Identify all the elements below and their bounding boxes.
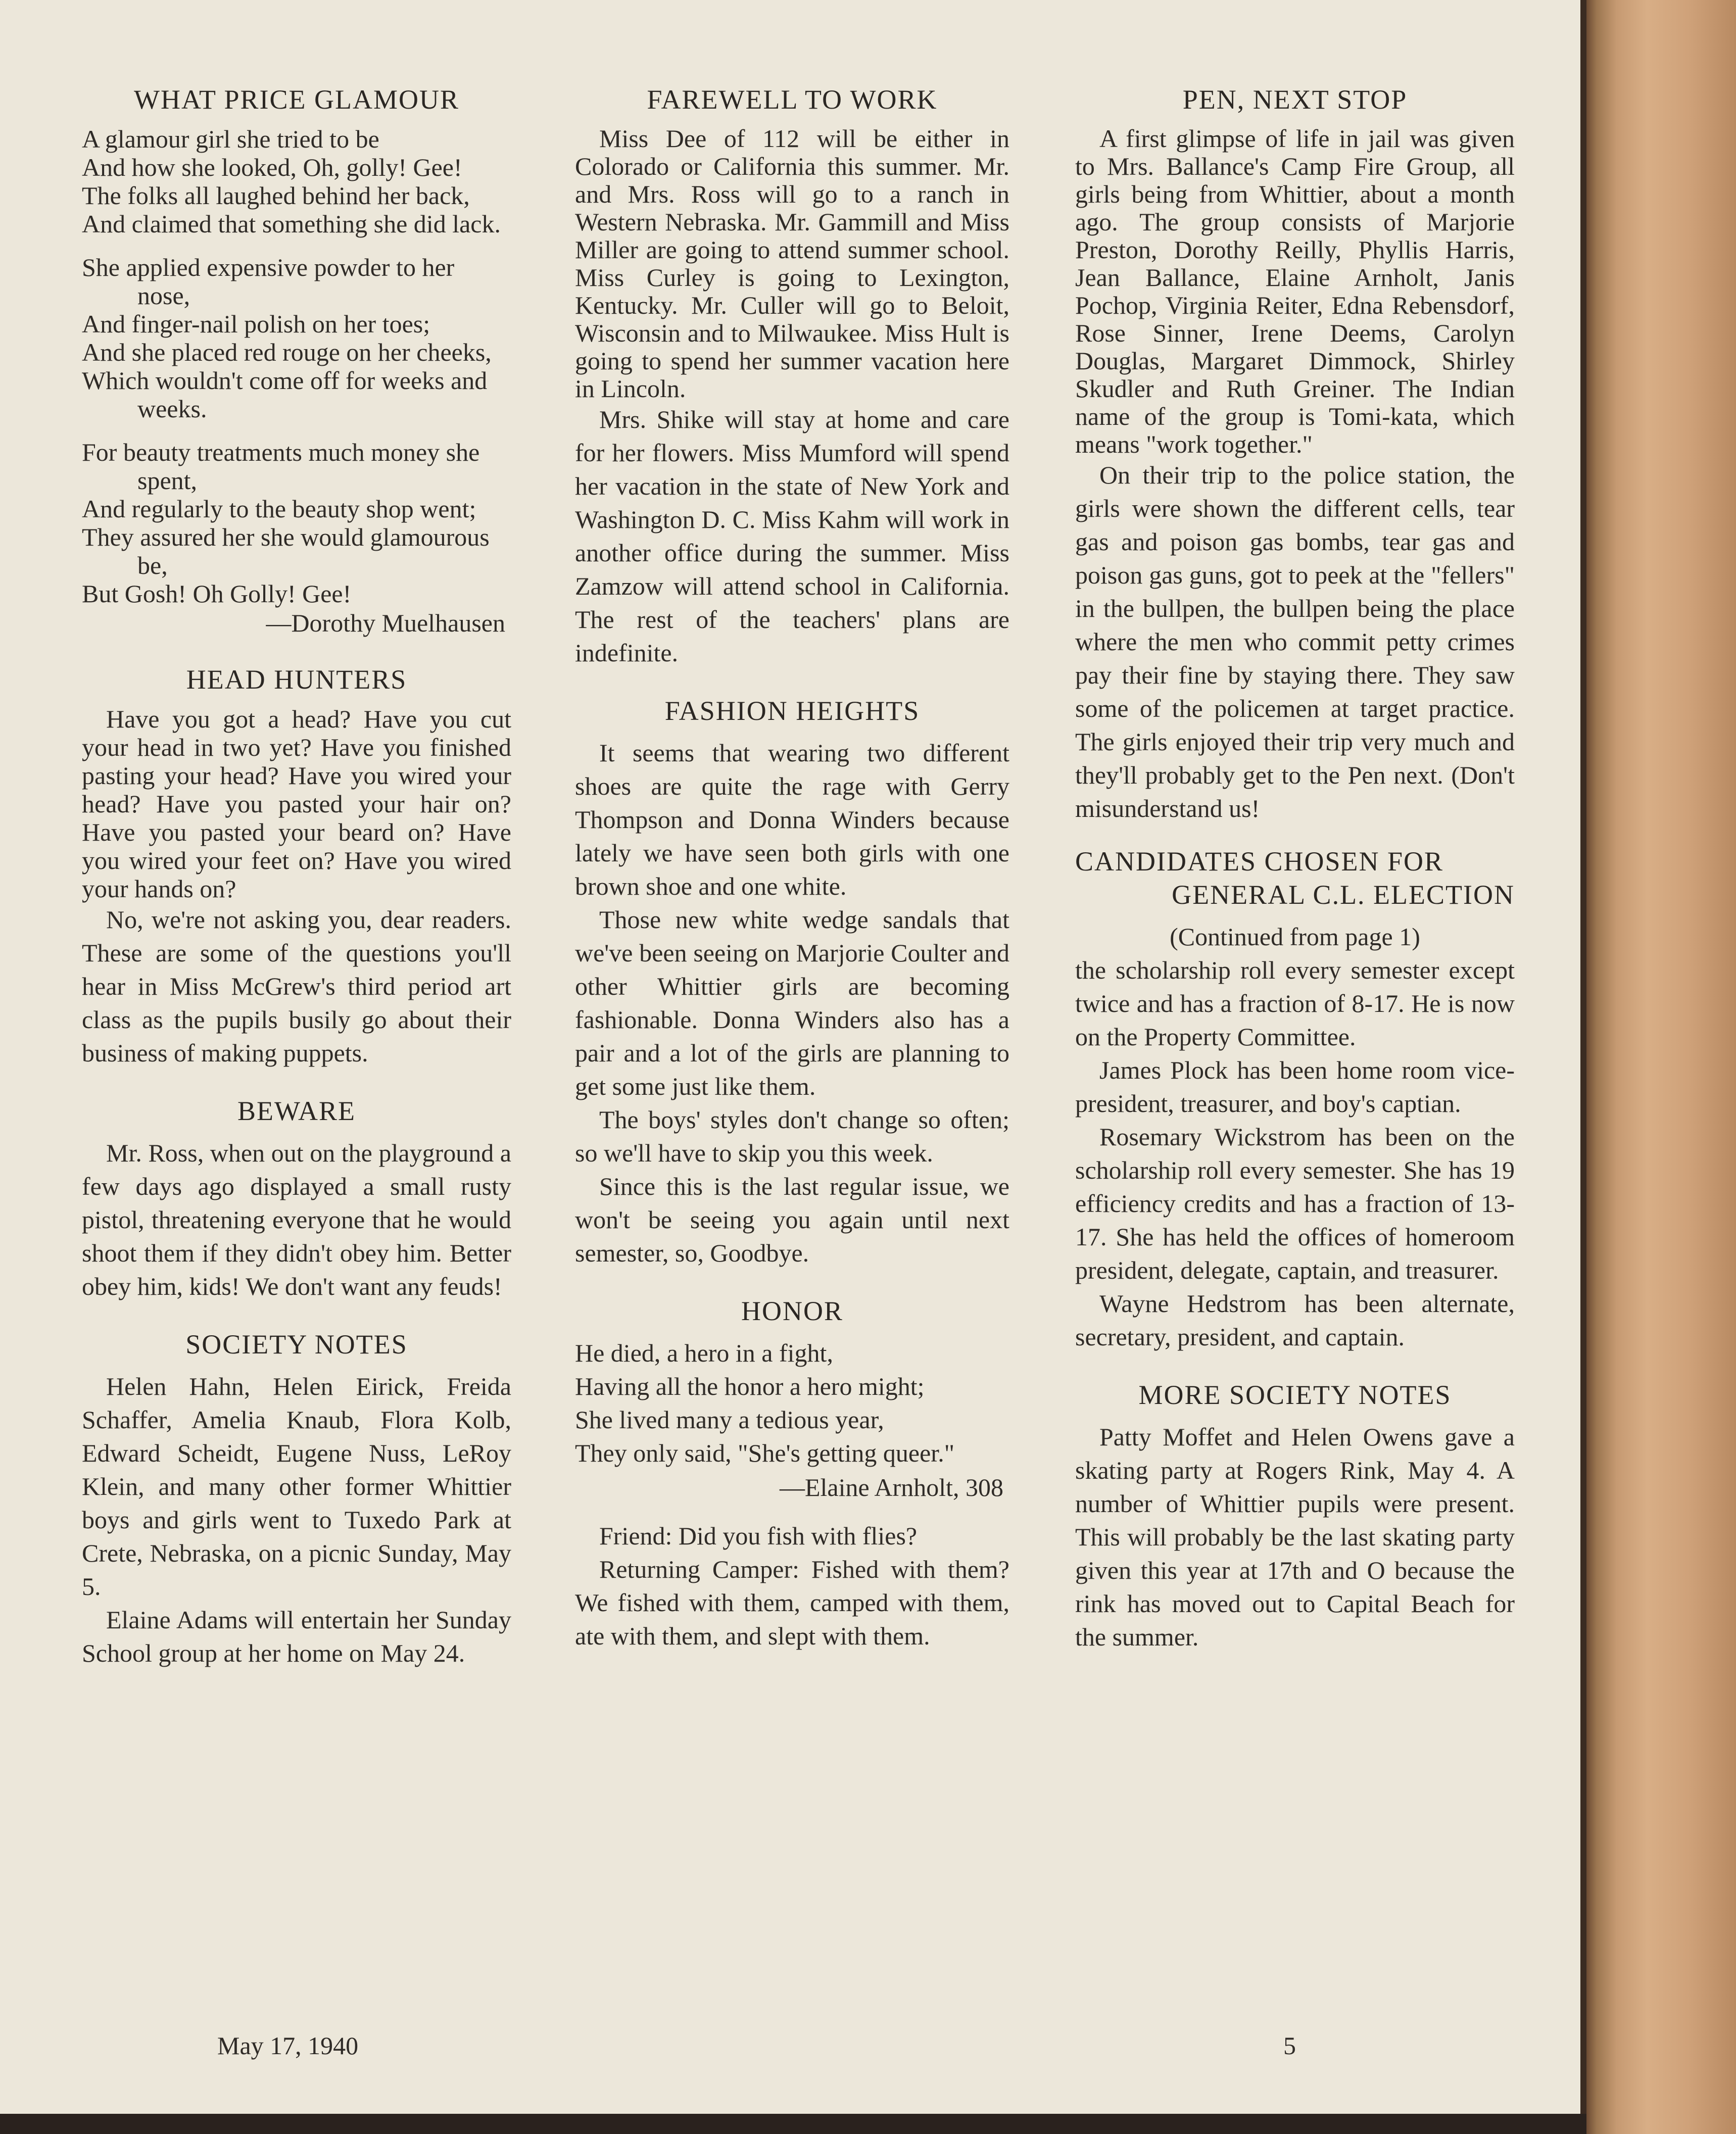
headline-society-notes: SOCIETY NOTES bbox=[185, 1329, 408, 1360]
spacer bbox=[82, 1070, 511, 1095]
headline-more-society-notes: MORE SOCIETY NOTES bbox=[1138, 1380, 1452, 1410]
article-paragraph: Mr. Ross, when out on the playground a few days ago displayed a small rusty pistol, threatening everyone that he would shoot them if they didn't obey him. Better obey him, kids! We don't want any feuds! bbox=[82, 1139, 511, 1300]
article-paragraph: Wayne Hedstrom has been alternate, secretary, president, and captain. bbox=[1075, 1289, 1515, 1351]
headline-fashion-heights: FASHION HEIGHTS bbox=[664, 696, 920, 726]
headline-beware: BEWARE bbox=[237, 1096, 356, 1126]
poem-line: They only said, "She's getting queer." bbox=[575, 1439, 955, 1467]
headline-what-price-glamour: WHAT PRICE GLAMOUR bbox=[133, 84, 460, 115]
headline-head-hunters: HEAD HUNTERS bbox=[186, 664, 407, 695]
poem-byline: —Dorothy Muelhausen bbox=[266, 609, 505, 637]
article-paragraph: Have you got a head? Have you cut your head in two yet? Have you finished pasting your head? Have you wired your head? Have you pasted your hair on? Have you pasted your beard on? Have you wired your feet on? Have you wired your hands on? bbox=[82, 705, 511, 903]
spacer bbox=[575, 1505, 1009, 1519]
poem-line: And claimed that something she did lack. bbox=[82, 210, 501, 238]
article-paragraph: Miss Dee of 112 will be either in Colorado or California this summer. Mr. and Mrs. Ross will go to a ranch in Western Nebraska. Mr. Gammill and Miss Miller are going to attend summer school. Miss Curley is going to Lexington, Kentucky. Mr. Culler will go to Beloit, Wisconsin and to Milwaukee. Miss Hult is going to spend her summer vacation here in Lincoln. bbox=[575, 124, 1009, 403]
poem-line: A glamour girl she tried to be bbox=[82, 125, 379, 153]
article-paragraph: Patty Moffet and Helen Owens gave a skating party at Rogers Rink, May 4. A number of Whittier pupils were present. This will probably be the last skating party given this year at 17th and O because the rink has moved out to Capital Beach for the summer. bbox=[1075, 1423, 1515, 1651]
article-paragraph: No, we're not asking you, dear readers. These are some of the questions you'll hear in Miss McGrew's third period art class as the pupils busily go about their business of making puppets. bbox=[82, 905, 511, 1067]
issue-date: May 17, 1940 bbox=[217, 2031, 359, 2060]
poem-stanza bbox=[82, 253, 511, 423]
article-paragraph: Returning Camper: Fished with them? We fished with them, camped with them, ate with them, and slept with them. bbox=[575, 1555, 1009, 1650]
article-paragraph: On their trip to the police station, the girls were shown the different cells, tear gas and poison gas bombs, tear gas and poison gas guns, got to peek at the "fellers" in the bullpen, the bullpen being the place where the men who commit petty crimes pay their fine by staying there. They saw some of the policemen at target practice. The girls enjoyed their trip very much and they'll probably get to the Pen next. (Don't misunderstand us! bbox=[1075, 461, 1515, 822]
poem-line: Which wouldn't come off for weeks and weeks. bbox=[82, 366, 488, 423]
article-paragraph: Rosemary Wickstrom has been on the scholarship roll every semester. She has 19 efficiency credits and has a fraction of 13-17. She has held the offices of homeroom president, delegate, captain, and treasurer. bbox=[1075, 1123, 1515, 1284]
column-right bbox=[1075, 83, 1515, 1654]
book-binding bbox=[1586, 0, 1736, 2134]
poem-line: She applied expensive powder to her nose, bbox=[82, 253, 455, 310]
continued-note: (Continued from page 1) bbox=[1170, 923, 1420, 951]
bottom-edge-shadow bbox=[0, 2114, 1586, 2134]
article-paragraph: Helen Hahn, Helen Eirick, Freida Schaffer, Amelia Knaub, Flora Kolb, Edward Scheidt, Eugene Nuss, LeRoy Klein, and many other former Whittier boys and girls went to Tuxedo Park at Crete, Nebraska, on a picnic Sunday, May 5. bbox=[82, 1372, 511, 1601]
poem-line: And how she looked, Oh, golly! Gee! bbox=[82, 153, 462, 181]
poem-stanza bbox=[82, 438, 511, 608]
article-paragraph: The boys' styles don't change so often; so we'll have to skip you this week. bbox=[575, 1105, 1009, 1167]
article-paragraph: Friend: Did you fish with flies? bbox=[599, 1522, 918, 1550]
spacer bbox=[1075, 1353, 1515, 1379]
article-paragraph: It seems that wearing two different shoes are quite the rage with Gerry Thompson and Donna Winders because lately we have seen both girls with one brown shoe and one white. bbox=[575, 739, 1009, 900]
headline-farewell-to-work: FAREWELL TO WORK bbox=[647, 84, 938, 115]
article-paragraph: A first glimpse of life in jail was given to Mrs. Ballance's Camp Fire Group, all girls being from Whittier, about a month ago. The group consists of Marjorie Preston, Dorothy Reilly, Phyllis Harris, Jean Ballance, Elaine Arnholt, Janis Pochop, Virginia Reiter, Edna Rebensdorf, Rose Sinner, Irene Deems, Carolyn Douglas, Margaret Dimmock, Shirley Skudler and Ruth Greiner. The Indian name of the group is Tomi-kata, which means "work together." bbox=[1075, 124, 1515, 458]
poem-line: Having all the honor a hero might; bbox=[575, 1372, 925, 1400]
poem-line: She lived many a tedious year, bbox=[575, 1405, 884, 1434]
spacer bbox=[1075, 825, 1515, 845]
spacer bbox=[575, 669, 1009, 695]
poem-line: The folks all laughed behind her back, bbox=[82, 181, 470, 210]
article-paragraph: the scholarship roll every semester except twice and has a fraction of 8-17. He is now on the Property Committee. bbox=[1075, 956, 1515, 1051]
article-paragraph: Elaine Adams will entertain her Sunday School group at her home on May 24. bbox=[82, 1606, 511, 1667]
headline-pen-next-stop: PEN, NEXT STOP bbox=[1182, 84, 1408, 115]
article-paragraph: Those new white wedge sandals that we've been seeing on Marjorie Coulter and other Whittier girls are becoming fashionable. Donna Winders also has a pair and a lot of the girls are planning to get some just like them. bbox=[575, 905, 1009, 1100]
poem-line: And regularly to the beauty shop went; bbox=[82, 495, 476, 523]
poem-line: He died, a hero in a fight, bbox=[575, 1339, 833, 1367]
column-left bbox=[82, 83, 511, 1670]
headline-honor: HONOR bbox=[741, 1296, 843, 1326]
page-number: 5 bbox=[1283, 2031, 1296, 2060]
poem-line: They assured her she would glamourous be, bbox=[82, 523, 490, 579]
poem-line: For beauty treatments much money she spent, bbox=[82, 438, 480, 495]
article-paragraph: Since this is the last regular issue, we won't be seeing you again until next semester, so, Goodbye. bbox=[575, 1172, 1009, 1267]
column-middle bbox=[575, 83, 1009, 1653]
headline-candidates-line2: GENERAL C.L. ELECTION bbox=[1172, 880, 1515, 910]
article-paragraph: Mrs. Shike will stay at home and care for her flowers. Miss Mumford will spend her vacation in the state of New York and Washington D. C. Miss Kahm will work in another office during the summer. Miss Zamzow will attend school in California. The rest of the teachers' plans are indefinite. bbox=[575, 405, 1009, 667]
poem-line: And finger-nail polish on her toes; bbox=[82, 310, 430, 338]
poem-byline: —Elaine Arnholt, 308 bbox=[780, 1473, 1003, 1501]
article-paragraph: James Plock has been home room vice-president, treasurer, and boy's captian. bbox=[1075, 1056, 1515, 1118]
spacer bbox=[575, 1270, 1009, 1295]
poem-stanza bbox=[82, 125, 511, 238]
poem-line: And she placed red rouge on her cheeks, bbox=[82, 338, 492, 366]
spacer bbox=[82, 1303, 511, 1328]
headline-candidates-line1: CANDIDATES CHOSEN FOR bbox=[1075, 846, 1444, 877]
poem-line: But Gosh! Oh Golly! Gee! bbox=[82, 579, 352, 608]
spacer bbox=[82, 638, 511, 663]
